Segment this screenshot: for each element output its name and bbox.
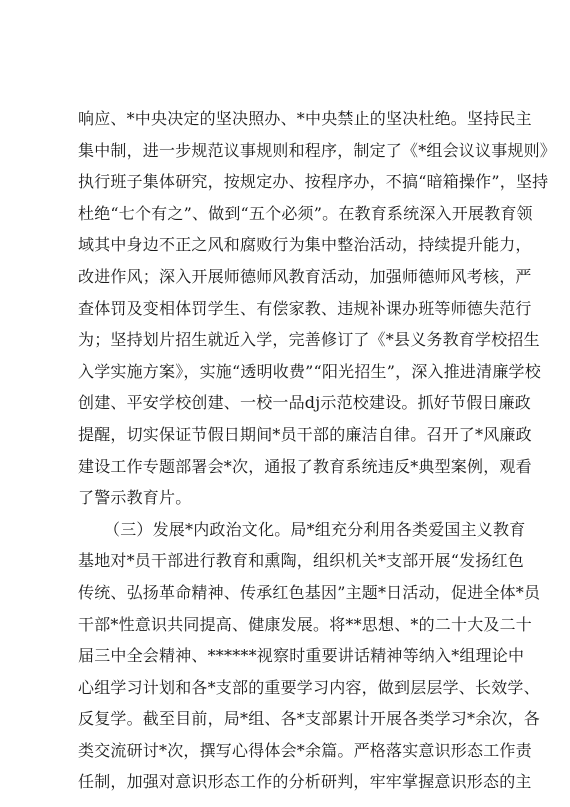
text-line: 任制，加强对意识形态工作的分析研判，牢牢掌握意识形态的主 [78,772,532,792]
text-line: 建设工作专题部署会*次，通报了教育系统违反*典型案例，观看 [78,456,532,476]
text-line: 提醒，切实保证节假日期间*员干部的廉洁自律。召开了*风廉政 [78,424,532,444]
text-line: 传统、弘扬革命精神、传承红色基因”主题*日活动，促进全体*员 [78,582,541,602]
section-heading-line: （三）发展*内政治文化。局*组充分利用各类爱国主义教育 [104,519,526,539]
text-line: 心组学习计划和各*支部的重要学习内容，做到层层学、长效学、 [78,677,540,697]
text-line: 创建、平安学校创建、一校一品dj示范校建设。抓好节假日廉政 [78,393,532,413]
text-line: 干部*性意识共同提高、健康发展。将**思想、*的二十大及二十 [78,614,533,634]
text-line: 反复学。截至目前，局*组、各*支部累计开展各类学习*余次，各 [78,709,541,729]
text-line: 基地对*员干部进行教育和熏陶，组织机关*支部开展“发扬红色 [78,551,524,571]
text-line: 查体罚及变相体罚学生、有偿家教、违规补课办班等师德失范行 [78,298,532,318]
text-line: 执行班子集体研究，按规定办、按程序办，不搞“暗箱操作”，坚持 [78,172,549,192]
text-line: 杜绝“七个有之”、做到“五个必须”。在教育系统深入开展教育领 [78,203,533,223]
text-line: 为；坚持划片招生就近入学，完善修订了《*县义务教育学校招生 [78,330,540,350]
text-line: 响应、*中央决定的坚决照办、*中央禁止的坚决杜绝。坚持民主 [78,109,532,128]
text-line: 了警示教育片。 [78,488,192,508]
text-line: 届三中全会精神、******视察时重要讲话精神等纳入*组理论中 [78,646,525,666]
text-line: 入学实施方案》，实施“透明收费”“阳光招生”，深入推进清廉学校 [78,361,541,381]
text-line: 域其中身边不正之风和腐败行为集中整治活动，持续提升能力， [78,235,532,255]
text-line: 集中制，进一步规范议事规则和程序，制定了《*组会议议事规则》 [78,140,557,160]
text-line: 改进作风；深入开展师德师风教育活动，加强师德师风考核，严 [78,266,532,286]
document-body [78,103,557,798]
text-line: 类交流研讨*次，撰写心得体会*余篇。严格落实意识形态工作责 [78,740,532,760]
